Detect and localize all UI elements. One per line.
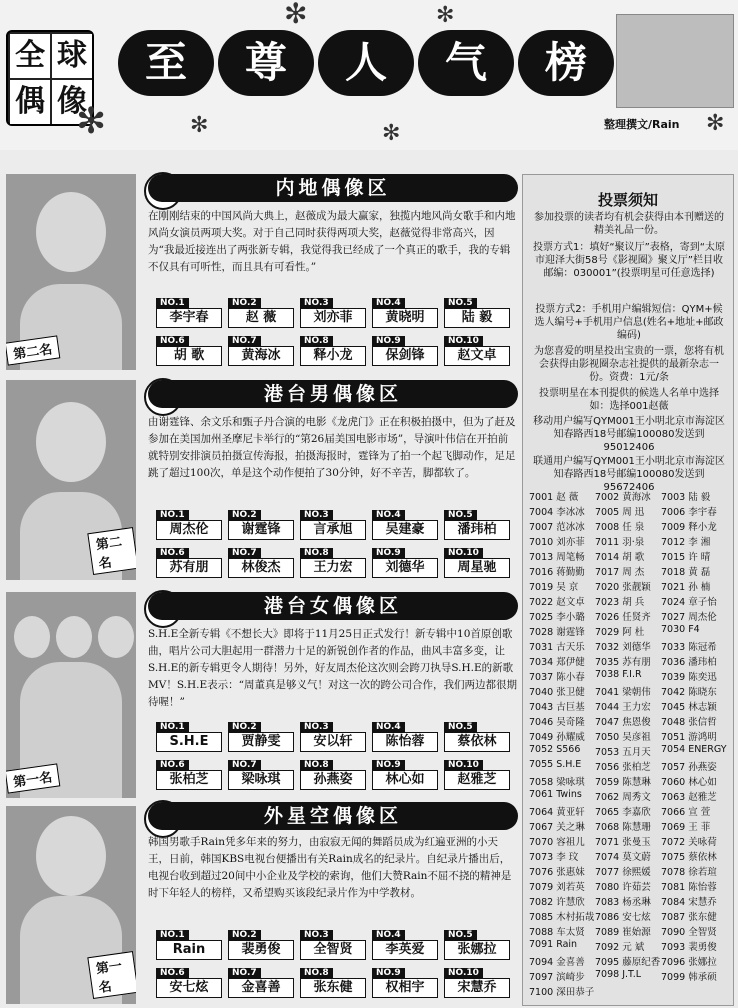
rank-name: 胡 歌 [156,346,222,366]
candidate-code: 7047 焦恩俊 [595,717,651,728]
candidate-code: 7081 陈怡蓉 [661,882,717,893]
rank-item [156,548,222,578]
section-text: 韩国男歌手Rain凭多年来的努力，由寂寂无闻的舞蹈员成为红遍亚洲的小天王，日前，韩国KBS电视台便播出有关Rain成名的纪录片。自纪录片播出后，电视台收到超过20间中小企业及学校的索询，他们大赞Rain不屈不挠的精神是时下年轻人的榜样，又希望购买该段纪录片作为中学教材。 [148,836,512,899]
rank-name: 林心如 [372,770,438,790]
rank-item [156,722,222,752]
face-shape [36,192,106,272]
idol-photo [6,380,136,580]
rank-number: NO.8 [300,548,333,559]
rank-name: 周星驰 [444,558,510,578]
flower-icon: ✻ [284,0,308,30]
candidate-code: 7008 任 泉 [595,522,645,533]
candidate-code: 7028 谢霆锋 [529,627,585,638]
candidate-code: 7041 梁朝伟 [595,687,651,698]
photo-rank-label: 第一名 [87,951,136,999]
candidate-code: 7022 赵文卓 [529,597,585,608]
rank-name: 苏有朋 [156,558,222,578]
rank-number: NO.9 [372,968,405,979]
rank-item [372,760,438,790]
candidate-code: 7038 F.I.R [595,669,642,680]
candidate-code: 7060 林心如 [661,777,717,788]
candidate-code: 7059 陈慧琳 [595,777,651,788]
section-text: 由谢霆锋、余文乐和甄子丹合演的电影《龙虎门》正在积极拍摄中，但为了赶及参加在美国加州圣摩尼卡举行的“第26届美国电影市场”，导演叶伟信在开拍前就特别安排演员拍摄宣传海报，拍摄海报时，霆锋为了拍一个起飞脚动作，足足跳了超过100次，单是这个动作便拍了30分钟，好不辛苦，脚都软了。 [148,416,516,479]
rank-item [156,336,222,366]
rank-name: 刘德华 [372,558,438,578]
page-title [118,30,618,100]
rank-name: 刘亦菲 [300,308,366,328]
rank-item [156,930,222,960]
candidate-code: 7049 孙耀威 [529,732,585,743]
rank-number: NO.5 [444,510,477,521]
rank-name: Rain [156,940,222,960]
vote-method-1: 投票方式1：填好“聚议厅”表格，寄到“太原市迎泽大街58号《影视圈》聚义厅”栏目收 邮编：030001”(投票明星可任意选择) [533,242,725,279]
candidate-code: 7095 藤原纪香 [595,957,661,968]
rank-number: NO.2 [228,510,261,521]
rank-number: NO.9 [372,548,405,559]
candidate-code: 7003 陆 毅 [661,492,711,503]
candidate-code: 7015 许 晴 [661,552,711,563]
candidate-code: 7064 黄亚轩 [529,807,585,818]
candidate-code: 7007 范冰冰 [529,522,585,533]
rank-name: 贾静雯 [228,732,294,752]
candidate-code: 7079 刘若英 [529,882,585,893]
section-title: 外星空偶像区 [148,802,518,830]
rank-name: 张柏芝 [156,770,222,790]
rank-name: 蔡依林 [444,732,510,752]
candidate-code: 7065 李嘉欣 [595,807,651,818]
candidate-code: 7052 S566 [529,744,581,755]
rank-item [372,510,438,540]
rank-number: NO.8 [300,968,333,979]
rank-number: NO.6 [156,336,189,347]
rank-item [300,548,366,578]
candidate-code: 7082 许慧欣 [529,897,585,908]
candidate-code: 7051 游鸿明 [661,732,717,743]
rank-number: NO.2 [228,722,261,733]
rank-number: NO.6 [156,968,189,979]
rank-item [156,760,222,790]
rank-item [372,548,438,578]
rank-name: 安以轩 [300,732,366,752]
face-shape [36,816,106,896]
title-char: 气 [418,30,514,96]
candidate-code: 7072 关咏荷 [661,837,717,848]
candidate-code: 7036 潘玮柏 [661,657,717,668]
candidate-code: 7062 周秀文 [595,792,651,803]
rank-name: 释小龙 [300,346,366,366]
rank-name: 陆 毅 [444,308,510,328]
rank-number: NO.1 [156,930,189,941]
rank-number: NO.10 [444,336,483,347]
rank-number: NO.3 [300,722,333,733]
flower-icon: ✻ [436,3,455,28]
rank-name: 李英爱 [372,940,438,960]
photo-rank-label: 第一名 [6,763,60,793]
rank-name: 潘玮柏 [444,520,510,540]
rank-number: NO.4 [372,298,405,309]
vote-mobile: 移动用户编写QYM001王小明北京市海淀区知春路西18号邮编100080发送到95012406 [533,416,725,453]
rank-number: NO.10 [444,968,483,979]
rank-name: 赵文卓 [444,346,510,366]
candidate-code: 7019 吴 京 [529,582,579,593]
section-hk-tw-male [6,380,518,586]
candidate-code: 7087 张东健 [661,912,717,923]
candidate-code: 7100 深田恭子 [529,987,595,998]
candidate-code: 7078 徐若瑄 [661,867,717,878]
rank-number: NO.9 [372,760,405,771]
candidate-code: 7080 许茹芸 [595,882,651,893]
candidate-code: 7012 李 湘 [661,537,711,548]
rank-item [228,930,294,960]
rank-name: 张东健 [300,978,366,998]
candidate-code: 7061 Twins [529,789,582,800]
face-shape [98,616,134,658]
rank-number: NO.7 [228,336,261,347]
candidate-code: 7013 周笔畅 [529,552,585,563]
idol-photo [6,592,136,798]
rank-number: NO.8 [300,760,333,771]
rank-item [300,298,366,328]
candidate-code: 7035 苏有朋 [595,657,651,668]
rank-name: S.H.E [156,732,222,752]
face-shape [56,616,92,658]
rank-item [228,548,294,578]
candidate-code: 7098 J.T.L [595,969,642,980]
candidate-code: 7017 周 杰 [595,567,645,578]
rank-name: 黄晓明 [372,308,438,328]
candidate-code: 7077 徐熙媛 [595,867,651,878]
candidate-code: 7050 吴彦祖 [595,732,651,743]
section-text: S.H.E全新专辑《不想长大》即将于11月25日正式发行！新专辑中10首原创歌曲，唱片公司大胆起用一群潜力十足的新锐创作者的作品，曲风丰富多变，让S.H.E的新专辑更令人期待！另外，好友周杰伦这次则会跨刀执导S.H.E的新歌MV！S.H.E表示：“周董真是够义气！对这一次的跨公司合作，我们两边都很期待喔！” [148,628,518,708]
candidate-code: 7031 古天乐 [529,642,585,653]
candidate-code: 7091 Rain [529,939,578,950]
candidate-code: 7066 宣 萱 [661,807,711,818]
rank-name: 裴勇俊 [228,940,294,960]
candidate-code: 7037 陈小春 [529,672,585,683]
idol-photo [6,806,136,1004]
vote-note: 为您喜爱的明星投出宝贵的一票，您将有机会获得由影视圈杂志社提供的最新杂志一份。资费：1元/条 [534,346,724,383]
rank-number: NO.5 [444,298,477,309]
candidate-code: 7057 孙燕姿 [661,762,717,773]
vote-intro: 参加投票的读者均有机会获得由本刊赠送的精美礼品一份。 [534,212,724,236]
section-text: 在刚刚结束的中国风尚大典上，赵薇成为最大赢家，独揽内地风尚女歌手和内地风尚女演员两项大奖。对于自己同时获得两项大奖，赵薇觉得非常高兴，因为“我最近接连出了两张新专辑，我觉得我已经成了一个真正的歌手，我的专辑不仅具有可听性，而且具有可看性。” [148,210,516,273]
rank-item [228,510,294,540]
candidate-code: 7096 张娜拉 [661,957,717,968]
rank-number: NO.1 [156,510,189,521]
candidate-code: 7093 裴勇俊 [661,942,717,953]
rank-item [300,760,366,790]
rank-item [228,336,294,366]
rank-number: NO.3 [300,510,333,521]
rank-name: 林俊杰 [228,558,294,578]
rank-number: NO.1 [156,722,189,733]
rank-name: 保剑锋 [372,346,438,366]
rank-name: 权相宇 [372,978,438,998]
candidate-code: 7001 赵 薇 [529,492,579,503]
rank-name: 安七炫 [156,978,222,998]
rank-item [156,968,222,998]
candidate-code: 7043 古巨基 [529,702,585,713]
rank-number: NO.4 [372,510,405,521]
rank-number: NO.4 [372,722,405,733]
candidate-code: 7005 周 迅 [595,507,645,518]
rank-name: 张娜拉 [444,940,510,960]
rank-number: NO.1 [156,298,189,309]
candidate-code: 7088 车太贤 [529,927,585,938]
candidate-code: 7099 韩承硕 [661,972,717,983]
candidate-code: 7063 赵雅芝 [661,792,717,803]
rank-name: 孙燕姿 [300,770,366,790]
candidate-code: 7090 全智贤 [661,927,717,938]
rank-number: NO.6 [156,548,189,559]
group-photo [616,14,734,108]
section-hk-tw-female [6,592,518,804]
rank-name: 陈怡蓉 [372,732,438,752]
rank-name: 赵 薇 [228,308,294,328]
rank-number: NO.4 [372,930,405,941]
rank-number: NO.2 [228,298,261,309]
vote-unicom: 联通用户编写QYM001王小明北京市海淀区知春路西18号邮编100080发送到95672406 [533,456,725,493]
candidate-code: 7021 孙 楠 [661,582,711,593]
candidate-code: 7026 任贤齐 [595,612,651,623]
vote-title: 投票须知 [597,191,658,209]
rank-item [300,336,366,366]
candidate-code: 7010 刘亦菲 [529,537,585,548]
candidate-code: 7024 章子怡 [661,597,717,608]
candidate-code: 7048 张信哲 [661,717,717,728]
candidate-code: 7076 张惠妹 [529,867,585,878]
candidate-code: 7084 宋慧乔 [661,897,717,908]
candidate-code: 7045 林志颖 [661,702,717,713]
candidate-code: 7014 胡 歌 [595,552,645,563]
candidate-code: 7032 刘德华 [595,642,651,653]
title-char: 人 [318,30,414,96]
rank-number: NO.10 [444,548,483,559]
idol-photo [6,174,136,370]
vote-method-2: 投票方式2：手机用户编辑短信：QYM+候选人编号+手机用户信息(姓名+地址+邮政编码) [534,304,724,341]
rank-name: 李宇春 [156,308,222,328]
rank-number: NO.7 [228,548,261,559]
candidate-code: 7042 陈晓东 [661,687,717,698]
rank-name: 黄海冰 [228,346,294,366]
candidate-code: 7002 黄海冰 [595,492,651,503]
rank-name: 谢霆锋 [228,520,294,540]
credit-line: 整理撰文/Rain [604,118,680,131]
rank-item [444,548,510,578]
title-char: 尊 [218,30,314,96]
candidate-code: 7070 容祖儿 [529,837,585,848]
rank-item [300,930,366,960]
candidate-code: 7054 ENERGY [661,744,727,755]
title-char: 榜 [518,30,614,96]
candidate-code: 7006 李宇春 [661,507,717,518]
rank-item [444,722,510,752]
face-shape [36,402,106,482]
rank-item [372,930,438,960]
rank-item [444,760,510,790]
candidate-code: 7089 崔始源 [595,927,651,938]
candidate-code: 7074 莫文蔚 [595,852,651,863]
photo-rank-label: 第二名 [6,335,60,365]
candidate-code: 7069 王 菲 [661,822,711,833]
category-char: 全 [10,34,50,78]
section-title: 内地偶像区 [148,174,518,202]
candidate-code: 7046 吴奇隆 [529,717,585,728]
rank-item [444,336,510,366]
flower-icon: ✻ [706,111,725,136]
face-shape [14,616,50,658]
candidate-code: 7071 张曼玉 [595,837,651,848]
rank-item [444,510,510,540]
rank-number: NO.10 [444,760,483,771]
rank-item [300,722,366,752]
flower-icon: ✻ [382,121,401,146]
candidate-code: 7020 张靓颖 [595,582,651,593]
candidate-code: 7011 羽·泉 [595,537,645,548]
section-title: 港台女偶像区 [148,592,518,620]
rank-name: 赵雅芝 [444,770,510,790]
category-char: 球 [52,34,92,78]
candidate-code: 7044 王力宏 [595,702,651,713]
rank-name: 宋慧乔 [444,978,510,998]
candidate-code: 7055 S.H.E [529,759,582,770]
candidate-code: 7092 元 斌 [595,942,645,953]
vote-panel [522,174,734,1006]
rank-item [300,510,366,540]
candidate-code: 7097 滨崎步 [529,972,585,983]
rank-item [444,968,510,998]
candidate-code: 7027 周杰伦 [661,612,717,623]
rank-item [228,968,294,998]
title-char: 至 [118,30,214,96]
candidate-code: 7040 张卫健 [529,687,585,698]
candidate-code: 7009 释小龙 [661,522,717,533]
candidate-code: 7029 阿 杜 [595,627,645,638]
candidate-code: 7094 金喜善 [529,957,585,968]
candidate-code: 7075 蔡依林 [661,852,717,863]
rank-name: 言承旭 [300,520,366,540]
page-header [0,0,738,150]
rank-number: NO.9 [372,336,405,347]
rank-item [444,298,510,328]
rank-name: 王力宏 [300,558,366,578]
candidate-code: 7086 安七炫 [595,912,651,923]
candidate-code: 7023 胡 兵 [595,597,645,608]
candidate-code: 7056 张柏芝 [595,762,651,773]
rank-item [444,930,510,960]
rank-item [156,510,222,540]
rank-number: NO.5 [444,722,477,733]
section-overseas [6,806,518,1006]
candidate-code: 7039 陈奕迅 [661,672,717,683]
candidate-code: 7033 陈冠希 [661,642,717,653]
rank-item [228,760,294,790]
rank-name: 周杰伦 [156,520,222,540]
rank-item [372,298,438,328]
vote-example: 投票明星在本刊提供的候选人名单中选择 如：选择001赵薇 [539,388,719,412]
rank-item [372,722,438,752]
rank-name: 全智贤 [300,940,366,960]
category-char: 偶 [10,80,50,124]
rank-item [372,968,438,998]
candidate-code: 7067 关之琳 [529,822,585,833]
candidate-code: 7083 杨丞琳 [595,897,651,908]
category-char: 像 [52,80,92,124]
candidate-code: 7030 F4 [661,624,700,635]
candidate-code: 7073 李 玟 [529,852,579,863]
candidate-code: 7016 蒋勤勤 [529,567,585,578]
candidate-code: 7004 李冰冰 [529,507,585,518]
section-mainland [6,174,518,374]
section-title: 港台男偶像区 [148,380,518,408]
rank-item [228,722,294,752]
rank-number: NO.5 [444,930,477,941]
rank-item [228,298,294,328]
candidate-code: 7058 梁咏琪 [529,777,585,788]
rank-number: NO.7 [228,760,261,771]
rank-item [156,298,222,328]
rank-number: NO.6 [156,760,189,771]
flower-icon: ✻ [190,113,209,138]
rank-item [372,336,438,366]
candidate-code: 7018 黄 磊 [661,567,711,578]
flower-icon: ✻ [76,101,107,142]
candidate-code: 7085 木村拓哉 [529,912,595,923]
candidate-code: 7053 五月天 [595,747,651,758]
candidate-code: 7068 陈慧珊 [595,822,651,833]
rank-number: NO.3 [300,930,333,941]
rank-name: 金喜善 [228,978,294,998]
rank-number: NO.7 [228,968,261,979]
photo-rank-label: 第二名 [87,527,136,575]
rank-item [300,968,366,998]
candidate-code: 7034 郑伊健 [529,657,585,668]
rank-name: 梁咏琪 [228,770,294,790]
rank-number: NO.3 [300,298,333,309]
rank-name: 吴建豪 [372,520,438,540]
rank-number: NO.8 [300,336,333,347]
candidate-code: 7025 李小璐 [529,612,585,623]
rank-number: NO.2 [228,930,261,941]
